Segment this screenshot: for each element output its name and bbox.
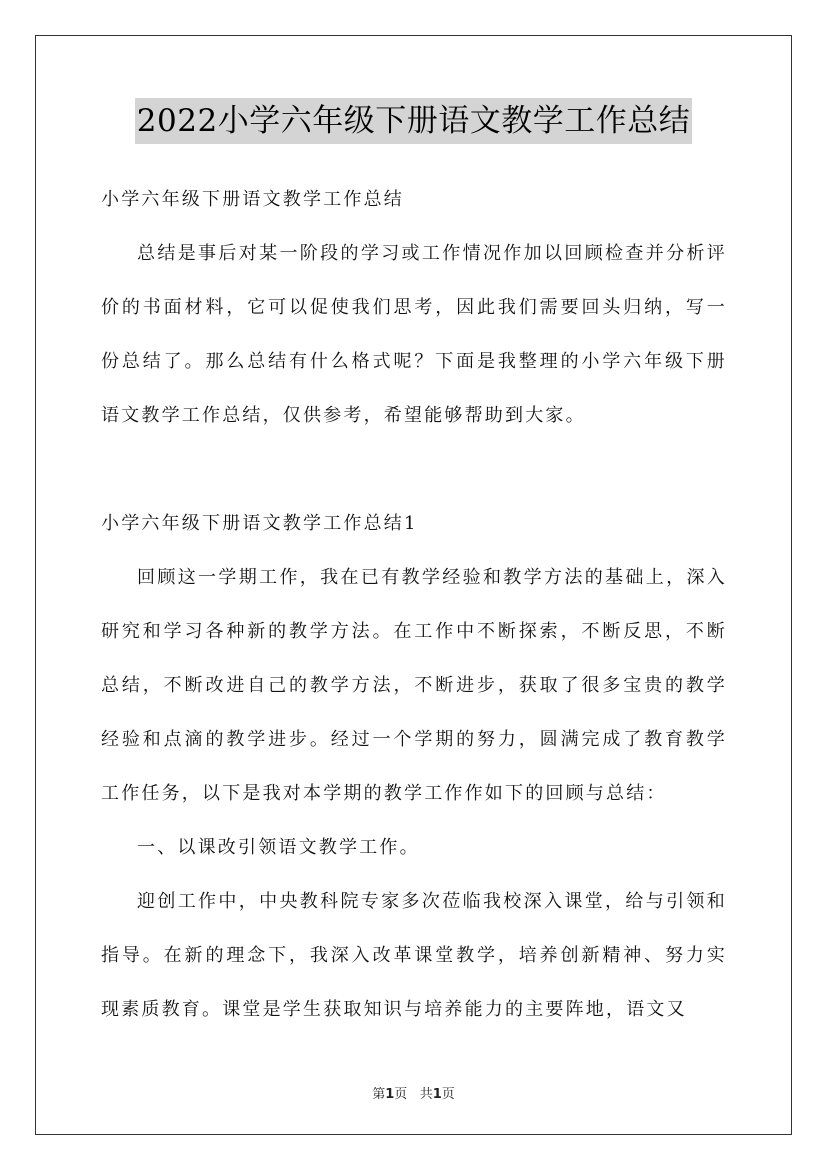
body-paragraph-1: 回顾这一学期工作，我在已有教学经验和教学方法的基础上，深入研究和学习各种新的教学方法。在工作中不断探索，不断反思，不断总结，不断改进自己的教学方法，不断进步，获取了很多宝贵的教学经验和点滴的教学进步。经过一个学期的努力，圆满完成了教育教学工作任务，以下是我对本学期的教学工作作如下的回顾与总结：	[101, 567, 727, 804]
subtitle: 小学六年级下册语文教学工作总结	[101, 189, 404, 210]
total-prefix: 共	[419, 1087, 433, 1102]
total-pages: 1	[432, 1087, 442, 1102]
body-paragraph-2: 迎创工作中，中央教科院专家多次莅临我校深入课堂，给与引领和指导。在新的理念下，我深入改革课堂教学，培养创新精神、努力实现素质教育。课堂是学生获取知识与培养能力的主要阵地，语文又	[101, 891, 727, 1020]
point-heading-1: 一、以课改引领语文教学工作。	[137, 837, 420, 858]
title-container	[0, 98, 827, 144]
document-title: 2022小学六年级下册语文教学工作总结	[135, 98, 692, 144]
total-suffix: 页	[441, 1087, 455, 1102]
page-suffix: 页	[394, 1087, 408, 1102]
section-heading: 小学六年级下册语文教学工作总结1	[101, 513, 418, 534]
document-body	[101, 173, 727, 1037]
intro-paragraph: 总结是事后对某一阶段的学习或工作情况作加以回顾检查并分析评价的书面材料，它可以促使我们思考，因此我们需要回头归纳，写一份总结了。那么总结有什么格式呢？下面是我整理的小学六年级下册语文教学工作总结，仅供参考，希望能够帮助到大家。	[101, 243, 727, 426]
page-number: 1	[385, 1087, 395, 1102]
page-prefix: 第	[372, 1087, 386, 1102]
paragraph-spacer	[101, 443, 727, 497]
page-footer	[0, 1083, 827, 1102]
